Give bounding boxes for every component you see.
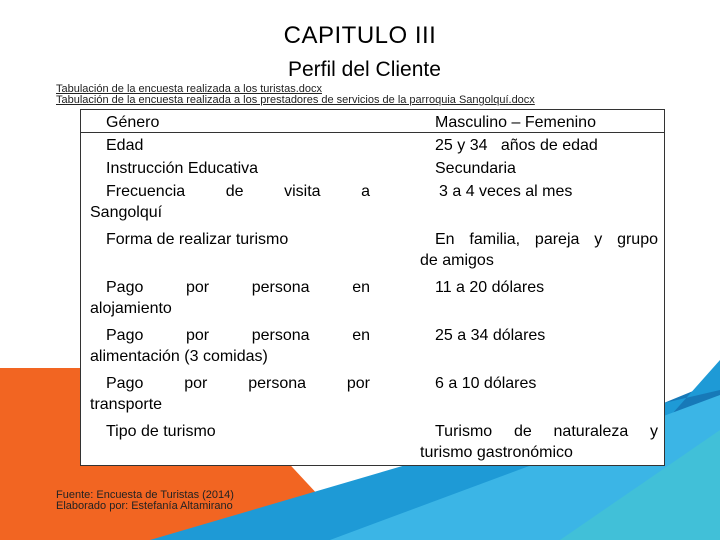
row-tipo-value: Turismo de naturaleza y turismo gastronómico [420,423,658,461]
tourist-survey-link[interactable]: Tabulación de la encuesta realizada a los turistas.docx [56,83,322,95]
row-genero-label: Género [106,114,160,131]
row-alimentacion-label: Pago por persona en alimentación (3 comidas) [90,327,370,365]
row-forma-label: Forma de realizar turismo [106,231,289,248]
service-providers-survey-link[interactable]: Tabulación de la encuesta realizada a los prestadores de servicios de la parroquia Sangolquí.docx [56,94,535,106]
row-genero-value: Masculino – Femenino [435,114,596,131]
row-alojamiento-label: Pago por persona en alojamiento [90,279,370,317]
author-text: Elaborado por: Estefanía Altamirano [56,500,233,512]
row-alojamiento-value: 11 a 20 dólares [435,279,545,296]
row-transporte-value: 6 a 10 dólares [435,375,537,392]
row-frecuencia-label: Frecuencia de visita a Sangolquí [90,183,370,221]
row-instruccion-value: Secundaria [435,160,516,177]
row-tipo-label: Tipo de turismo [106,423,216,440]
row-forma-value: En familia, pareja y grupo de amigos [420,231,658,269]
page-subtitle: Perfil del Cliente [288,58,441,81]
row-instruccion-label: Instrucción Educativa [106,160,259,177]
row-transporte-label: Pago por persona por transporte [90,375,370,413]
source-text: Fuente: Encuesta de Turistas (2014) [56,489,234,501]
page-title: CAPITULO III [283,22,437,49]
row-edad-label: Edad [106,137,144,154]
source-footer [56,490,234,512]
row-edad-value: 25 y 34 años de edad [435,137,598,154]
row-alimentacion-value: 25 a 34 dólares [435,327,546,344]
row-frecuencia-value: 3 a 4 veces al mes [439,183,573,200]
